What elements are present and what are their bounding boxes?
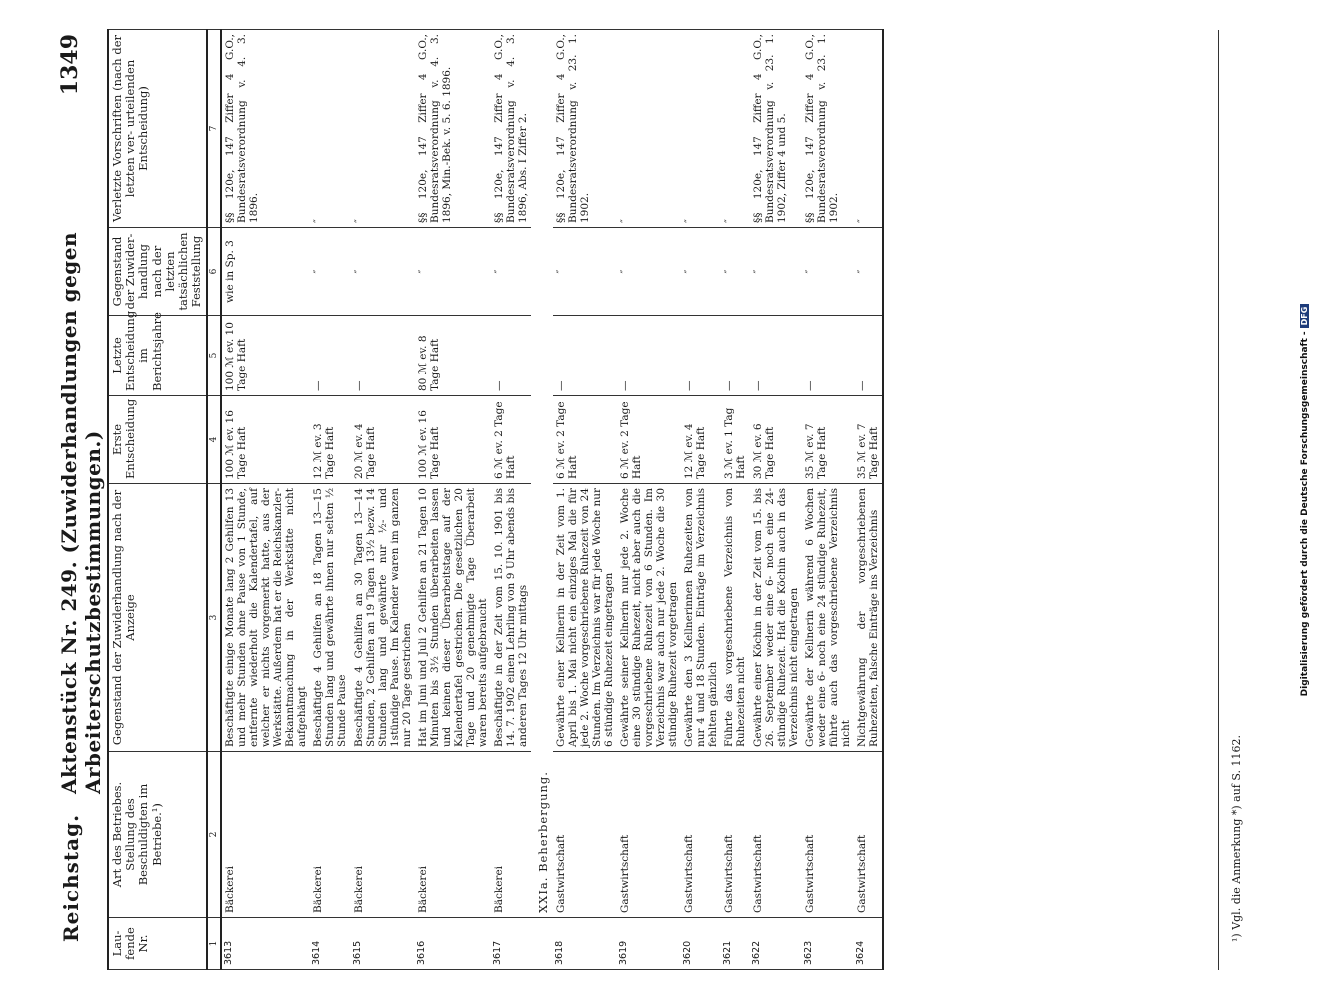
row-first-decision: 30 ℳ ev. 6 Tage Haft — [750, 396, 802, 484]
row-last-decision: — — [553, 316, 617, 396]
row-regulations: §§ 120e, 147 Ziffer 4 G.O., Bundesratsverordnung v. 23. 1. 1902, Ziffer 4 und 5. — [750, 30, 802, 228]
row-offense: Beschäftigte 4 Gehilfen an 18 Tagen 13—15 Stunden lang und gewährte ihnen nur selten ½ Stunde Pause — [310, 484, 350, 752]
column-number-row — [207, 30, 221, 970]
row-number: 3615 — [351, 918, 415, 970]
credit-text: Digitalisierung gefördert durch die Deutsche Forschungsgemeinschaft - — [1300, 331, 1310, 697]
column-number: 1 — [207, 918, 221, 970]
row-first-decision: 100 ℳ ev. 16 Tage Haft — [415, 396, 491, 484]
digitization-credit — [1300, 0, 1310, 1000]
table-row — [681, 30, 721, 970]
row-establishment: Bäckerei — [221, 752, 310, 918]
row-offense: Beschäftigte einige Monate lang 2 Gehilfen 13 und mehr Stunden ohne Pause von 1 Stunde, entfernte wiederholt die Kalendertafel, auf welcher er nichts vorgemerkt hatte, aus der Werkstätte. Außerdem hat er die Reichskanzler-Bekanntmachung in der Werkstätte nicht aufgehängt — [221, 484, 310, 752]
row-finding: ″ — [854, 228, 883, 316]
row-number: 3618 — [553, 918, 617, 970]
column-header: Lau- fende Nr. — [108, 918, 207, 970]
row-last-decision: 80 ℳ ev. 8 Tage Haft — [415, 316, 491, 396]
table-row — [617, 30, 681, 970]
row-offense: Führte das vorgeschriebene Verzeichnis von Ruhezeiten nicht — [721, 484, 749, 752]
row-number: 3620 — [681, 918, 721, 970]
row-establishment: Gastwirtschaft — [617, 752, 681, 918]
row-number: 3621 — [721, 918, 749, 970]
row-offense: Gewährte einer Köchin in der Zeit vom 15. bis 26. September weder eine 6- noch eine 24-stündige Ruhezeit. Hat die Köchin auch in das Verzeichnis nicht eingetragen — [750, 484, 802, 752]
column-number: 5 — [207, 316, 221, 396]
row-regulations: ″ — [351, 30, 415, 228]
row-offense: Gewährte einer Kellnerin in der Zeit vom 1. April bis 1. Mai nicht ein einziges Mal die für jede 2. Woche vorgeschriebene Ruhezeit von 24 Stunden. Im Verzeichnis war für jede Woche nur 6 stündige Ruhezeit eingetragen — [553, 484, 617, 752]
row-establishment: Gastwirtschaft — [721, 752, 749, 918]
row-regulations: §§ 120e, 147 Ziffer 4 G.O., Bundesratsverordnung v. 4. 3. 1896. — [221, 30, 310, 228]
row-last-decision: — — [681, 316, 721, 396]
row-number: 3622 — [750, 918, 802, 970]
row-establishment: Bäckerei — [351, 752, 415, 918]
row-finding: ″ — [802, 228, 854, 316]
row-finding: ″ — [721, 228, 749, 316]
row-offense: Beschäftigte 4 Gehilfen an 30 Tagen 13—14 Stunden, 2 Gehilfen an 19 Tagen 13½ bezw. 14 Stunden lang und gewährte nur ½- und 1stündige Pause. Im Kalender waren im ganzen nur 20 Tage gestrichen — [351, 484, 415, 752]
row-offense: Gewährte der Kellnerin während 6 Wochen weder eine 6- noch eine 24 stündige Ruhezeit, führte auch das vorgeschriebene Verzeichnis nicht — [802, 484, 854, 752]
row-establishment: Bäckerei — [491, 752, 531, 918]
row-first-decision: 6 ℳ ev. 2 Tage Haft — [553, 396, 617, 484]
row-finding: ″ — [310, 228, 350, 316]
row-finding: ″ — [617, 228, 681, 316]
row-offense: Gewährte den 3 Kellnerinnen Ruhezeiten von nur 4 und 18 Stunden. Einträge im Verzeichnis fehlten gänzlich — [681, 484, 721, 752]
row-last-decision: — — [854, 316, 883, 396]
row-regulations: §§ 120e, 147 Ziffer 4 G.O., Bundesratsverordnung v. 4. 3. 1896, Min.-Bek. v. 5. 6. 1896. — [415, 30, 491, 228]
column-header: Letzte Entscheidung im Berichtsjahre — [108, 316, 207, 396]
row-finding: ″ — [681, 228, 721, 316]
table-row — [802, 30, 854, 970]
header-title: Aktenstück Nr. 249. (Zuwiderhandlungen gegen Arbeiterschutzbestimmungen.) — [57, 231, 105, 794]
row-number: 3617 — [491, 918, 531, 970]
row-offense: Beschäftigte in der Zeit vom 15. 10. 1901 bis 14. 7. 1902 einen Lehrling von 9 Uhr abends bis anderen Tages 12 Uhr mittags — [491, 484, 531, 752]
row-regulations: §§ 120e, 147 Ziffer 4 G.O., Bundesratsverordnung v. 23. 1. 1902. — [553, 30, 617, 228]
row-last-decision: 100 ℳ ev. 10 Tage Haft — [221, 316, 310, 396]
row-first-decision: 35 ℳ ev. 7 Tage Haft — [854, 396, 883, 484]
row-last-decision: — — [310, 316, 350, 396]
column-header: Gegenstand der Zuwiderhandlung nach der Anzeige — [108, 484, 207, 752]
row-establishment: Gastwirtschaft — [750, 752, 802, 918]
table-row — [351, 30, 415, 970]
row-establishment: Gastwirtschaft — [854, 752, 883, 918]
column-header: Erste Entscheidung — [108, 396, 207, 484]
table-row — [854, 30, 883, 970]
column-number: 3 — [207, 484, 221, 752]
table-row — [553, 30, 617, 970]
row-number: 3623 — [802, 918, 854, 970]
header-left: Reichstag. — [59, 813, 83, 942]
row-establishment: Bäckerei — [310, 752, 350, 918]
table-row — [721, 30, 749, 970]
table-row — [491, 30, 531, 970]
row-regulations: ″ — [681, 30, 721, 228]
row-establishment: Gastwirtschaft — [681, 752, 721, 918]
column-header: Verletzte Vorschriften (nach der letzten ver- urteilenden Entscheidung) — [108, 30, 207, 228]
row-establishment: Gastwirtschaft — [802, 752, 854, 918]
table-row — [310, 30, 350, 970]
row-regulations: ″ — [721, 30, 749, 228]
section-spacer — [531, 918, 552, 970]
column-header: Gegenstand der Zuwider- handlung nach der letzten tatsächlichen Feststellung — [108, 228, 207, 316]
row-finding: ″ — [491, 228, 531, 316]
column-number: 4 — [207, 396, 221, 484]
row-last-decision: — — [617, 316, 681, 396]
column-header: Art des Betriebes. Stellung des Beschuldigten im Betriebe.¹) — [108, 752, 207, 918]
row-first-decision: 100 ℳ ev. 16 Tage Haft — [221, 396, 310, 484]
row-last-decision: — — [351, 316, 415, 396]
row-number: 3616 — [415, 918, 491, 970]
row-last-decision: — — [491, 316, 531, 396]
row-last-decision: — — [721, 316, 749, 396]
column-number: 7 — [207, 30, 221, 228]
row-finding: wie in Sp. 3 — [221, 228, 310, 316]
row-number: 3614 — [310, 918, 350, 970]
column-number: 2 — [207, 752, 221, 918]
row-finding: ″ — [553, 228, 617, 316]
page-header — [57, 34, 105, 974]
row-regulations: ″ — [310, 30, 350, 228]
row-regulations: §§ 120e, 147 Ziffer 4 G.O., Bundesratsverordnung v. 23. 1. 1902. — [802, 30, 854, 228]
row-number: 3624 — [854, 918, 883, 970]
row-first-decision: 35 ℳ ev. 7 Tage Haft — [802, 396, 854, 484]
table-row — [750, 30, 802, 970]
row-number: 3619 — [617, 918, 681, 970]
row-first-decision: 12 ℳ ev. 3 Tage Haft — [310, 396, 350, 484]
table-header-row — [108, 30, 207, 970]
table-row — [415, 30, 491, 970]
row-first-decision: 12 ℳ ev. 4 Tage Haft — [681, 396, 721, 484]
table-row — [221, 30, 310, 970]
column-number: 6 — [207, 228, 221, 316]
page-number: 1349 — [57, 34, 83, 96]
row-number: 3613 — [221, 918, 310, 970]
row-offense: Nichtgewährung der vorgeschriebenen Ruhezeiten, falsche Einträge ins Verzeichnis — [854, 484, 883, 752]
row-regulations: ″ — [617, 30, 681, 228]
table-body — [221, 30, 883, 970]
dfg-logo: DFG — [1300, 304, 1309, 329]
section-title: XXIa. Beherbergung. — [531, 30, 552, 918]
footnote: ¹) Vgl. die Anmerkung *) auf S. 1162. — [1230, 735, 1243, 942]
row-finding: ″ — [415, 228, 491, 316]
row-offense: Hat im Juni und Juli 2 Gehilfen an 21 Tagen 10 Minuten bis 3½ Stunden überarbeiten lassen und keinen dieser Überarbeitstage auf der Kalendertafel gestrichen. Die gesetzlichen 20 Tage und 20 genehmigte Tage Überarbeit waren bereits aufgebraucht — [415, 484, 491, 752]
offense-table — [107, 29, 884, 970]
row-first-decision: 3 ℳ ev. 1 Tag Haft — [721, 396, 749, 484]
row-last-decision: — — [802, 316, 854, 396]
row-offense: Gewährte seiner Kellnerin nur jede 2. Woche eine 30 stündige Ruhezeit, nicht aber auch die vorgeschriebene Ruhezeit von 6 Stunden. Im Verzeichnis war auch nur jede 2. Woche die 30 stündige Ruhezeit vorgetragen — [617, 484, 681, 752]
row-regulations: ″ — [854, 30, 883, 228]
row-finding: ″ — [351, 228, 415, 316]
row-first-decision: 6 ℳ ev. 2 Tage Haft — [617, 396, 681, 484]
row-finding: ″ — [750, 228, 802, 316]
row-establishment: Gastwirtschaft — [553, 752, 617, 918]
footer-rule — [1218, 30, 1219, 970]
row-last-decision: — — [750, 316, 802, 396]
row-first-decision: 6 ℳ ev. 2 Tage Haft — [491, 396, 531, 484]
row-first-decision: 20 ℳ ev. 4 Tage Haft — [351, 396, 415, 484]
row-establishment: Bäckerei — [415, 752, 491, 918]
section-row — [531, 30, 552, 970]
row-regulations: §§ 120e, 147 Ziffer 4 G.O., Bundesratsverordnung v. 4. 3. 1896, Abs. I Ziffer 2. — [491, 30, 531, 228]
